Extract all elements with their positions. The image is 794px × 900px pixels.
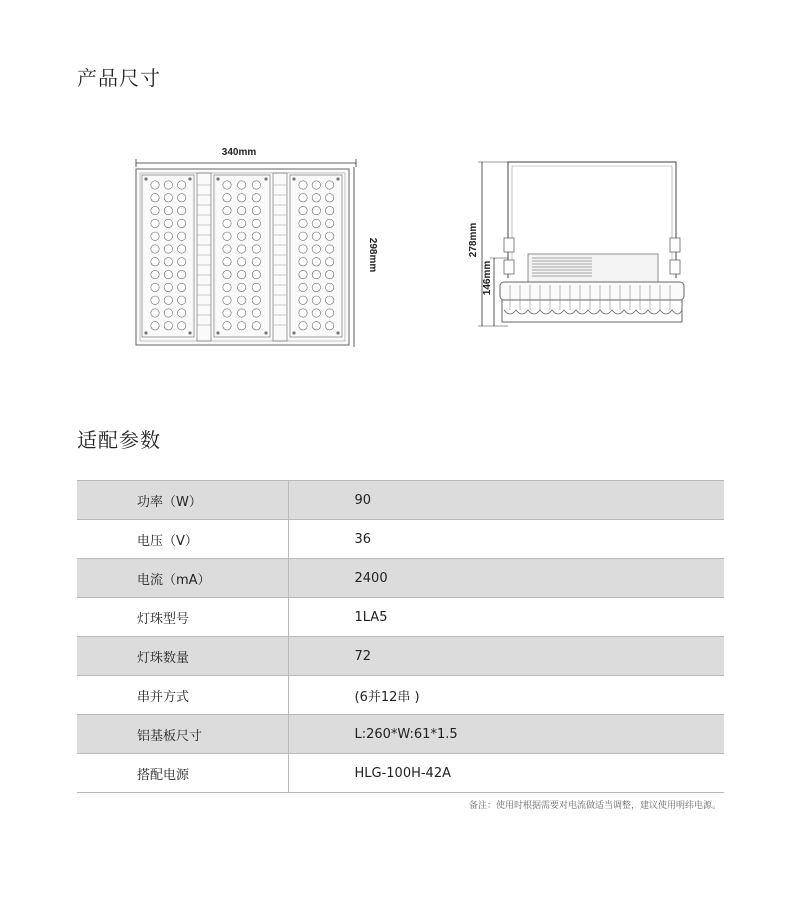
lens-circle [223,258,231,266]
lens-circle [325,206,333,214]
lens-circle [151,309,159,317]
lens-circle [237,270,245,278]
spec-value: L:260*W:61*1.5 [288,715,724,754]
lens-circle [252,245,260,253]
lens-circle [252,270,260,278]
lens-circle [177,258,185,266]
lens-circle [325,322,333,330]
lens-circle [151,270,159,278]
lens-circle [151,206,159,214]
spec-key: 搭配电源 [77,754,288,793]
spec-key: 串并方式 [77,676,288,715]
lens-circle [223,194,231,202]
lens-circle [325,219,333,227]
lens-circle [164,219,172,227]
lens-circle [312,258,320,266]
lens-circle [151,258,159,266]
lens-circle [252,181,260,189]
lens-circle [312,283,320,291]
lens-circle [299,258,307,266]
lens-circle [151,245,159,253]
lens-circle [325,194,333,202]
lens-circle [237,181,245,189]
lens-circle [177,309,185,317]
lens-circle [151,219,159,227]
lens-circle [252,283,260,291]
product-dimensions-title: 产品尺寸 [77,66,161,90]
lens-circle [164,296,172,304]
lens-circle [164,181,172,189]
lower-height-label: 146mm [482,260,493,296]
lens-circle [177,283,185,291]
lens-circle [237,219,245,227]
lens-circle [164,258,172,266]
lens-circle [177,232,185,240]
lens-circle [325,283,333,291]
lens-circle [299,322,307,330]
footnote: 备注：使用时根据需要对电流做适当调整，建议使用明纬电源。 [468,801,721,811]
lens-circle [252,219,260,227]
lens-circle [312,194,320,202]
lens-circle [312,232,320,240]
lens-circle [252,232,260,240]
lens-circle [325,309,333,317]
table-row [77,637,724,676]
spec-value: (6并12串 ) [288,676,724,715]
spec-key: 电压（V） [77,520,288,559]
lens-circle [299,283,307,291]
lens-circle [237,296,245,304]
lens-circle [151,283,159,291]
lens-circle [223,245,231,253]
width-dimension-label: 340mm [221,147,257,158]
height-dimension-label: 298mm [367,237,378,273]
lens-circle [312,322,320,330]
lens-circle [299,194,307,202]
table-row [77,598,724,637]
spec-value: 72 [288,637,724,676]
lens-circle [312,270,320,278]
lens-circle [299,206,307,214]
lens-circle [252,194,260,202]
lens-circle [164,206,172,214]
lens-circle [177,322,185,330]
lens-circle [325,232,333,240]
lens-circle [177,194,185,202]
lens-circle [223,219,231,227]
lens-circle [164,283,172,291]
parameters-title: 适配参数 [77,428,161,452]
table-row [77,481,724,520]
lens-circle [252,296,260,304]
lens-circle [325,245,333,253]
lens-circle [252,322,260,330]
lens-circle [325,270,333,278]
lens-circle [223,206,231,214]
lens-circle [151,322,159,330]
lens-circle [299,309,307,317]
lens-circle [237,232,245,240]
lens-circle [164,194,172,202]
spec-key: 灯珠数量 [77,637,288,676]
table-row [77,520,724,559]
lens-circle [299,245,307,253]
lens-circle [151,232,159,240]
lens-circle [325,296,333,304]
lens-circle [299,270,307,278]
lens-circle [252,206,260,214]
spec-value: 36 [288,520,724,559]
table-row [77,559,724,598]
spec-key: 功率（W） [77,481,288,520]
lens-circle [237,206,245,214]
lens-circle [312,219,320,227]
lens-circle [151,194,159,202]
spec-value: 1LA5 [288,598,724,637]
lens-circle [237,309,245,317]
total-height-label: 278mm [468,222,479,258]
side-view-drawing [468,150,688,335]
lens-circle [177,219,185,227]
lens-circle [312,296,320,304]
lens-circle [312,206,320,214]
table-row [77,676,724,715]
lens-circle [252,258,260,266]
lens-circle [237,283,245,291]
lens-circle [312,309,320,317]
lens-circle [325,181,333,189]
table-row [77,715,724,754]
lens-circle [164,309,172,317]
lens-circle [177,270,185,278]
lens-circle [223,322,231,330]
spec-key: 灯珠型号 [77,598,288,637]
lens-circle [177,245,185,253]
table-row [77,754,724,793]
lens-circle [299,296,307,304]
lens-circle [299,232,307,240]
spec-value: 2400 [288,559,724,598]
spec-value: 90 [288,481,724,520]
spec-table [77,480,724,793]
lens-circle [237,322,245,330]
lens-circle [151,181,159,189]
lens-circle [223,283,231,291]
lens-circle [299,181,307,189]
lens-circle [151,296,159,304]
lens-circle [177,181,185,189]
lens-circle [177,296,185,304]
front-view-drawing [134,145,384,355]
lens-circle [312,245,320,253]
lens-circle [223,296,231,304]
lens-circle [223,270,231,278]
lens-circle [223,232,231,240]
lens-circle [252,309,260,317]
lens-circle [164,245,172,253]
lens-circle [164,270,172,278]
lens-circle [237,258,245,266]
lens-circle [223,309,231,317]
lens-circle [164,232,172,240]
lens-circle [164,322,172,330]
spec-key: 电流（mA） [77,559,288,598]
lens-circle [237,245,245,253]
lens-circle [312,181,320,189]
lens-circle [177,206,185,214]
lens-circle [325,258,333,266]
lens-circle [237,194,245,202]
spec-value: HLG-100H-42A [288,754,724,793]
lens-circle [299,219,307,227]
spec-key: 铝基板尺寸 [77,715,288,754]
lens-circle [223,181,231,189]
